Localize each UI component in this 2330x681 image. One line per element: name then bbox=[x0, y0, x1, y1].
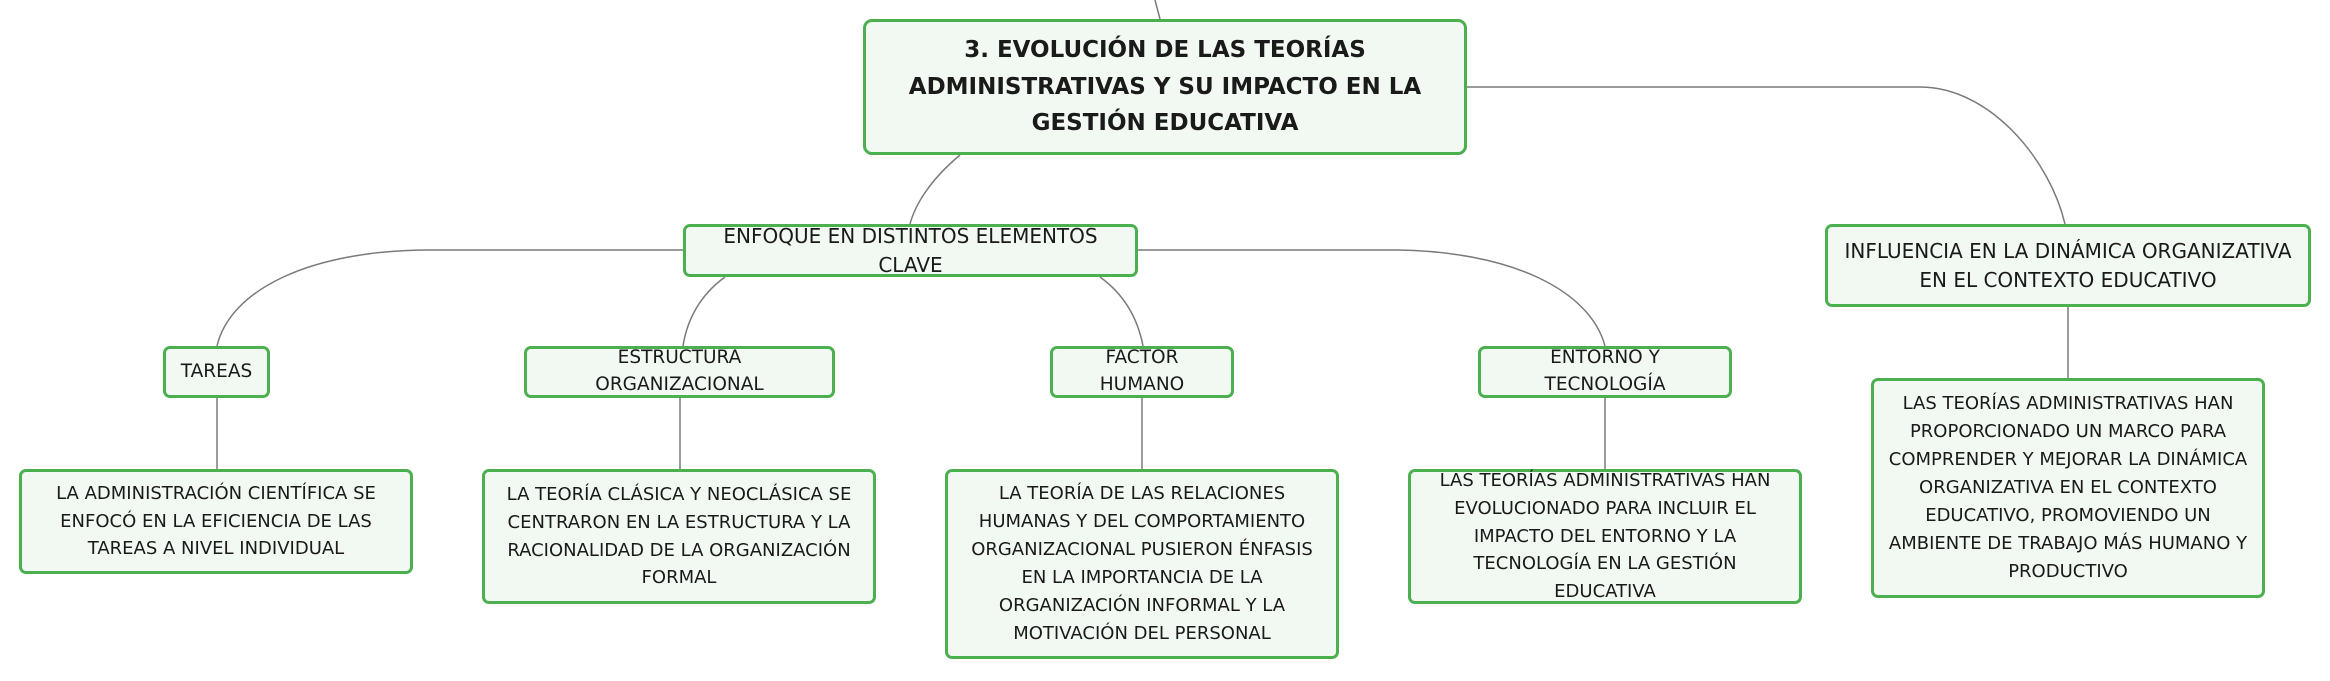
topic-label-estructura: ESTRUCTURA ORGANIZACIONAL bbox=[595, 347, 764, 395]
topic-label-entorno: ENTORNO Y TECNOLOGÍA bbox=[1544, 347, 1666, 395]
topic-node-tareas[interactable] bbox=[163, 346, 270, 398]
connector-enfoque-to-estructura bbox=[683, 277, 725, 346]
detail-text-estructura: LA TEORÍA CLÁSICA Y NEOCLÁSICA SE CENTRARON EN LA ESTRUCTURA Y LA RACIONALIDAD DE LA ORGANIZACIÓN FORMAL bbox=[506, 483, 852, 589]
detail-text-factor-humano: LA TEORÍA DE LAS RELACIONES HUMANAS Y DEL COMPORTAMIENTO ORGANIZACIONAL PUSIERON ÉNFASIS EN LA IMPORTANCIA DE LA ORGANIZACIÓN INFORMAL Y LA MOTIVACIÓN DEL PERSONAL bbox=[971, 483, 1313, 644]
topic-label-factor-humano: FACTOR HUMANO bbox=[1099, 347, 1185, 395]
root-topic-label: 3. EVOLUCIÓN DE LAS TEORÍAS ADMINISTRATIVAS Y SU IMPACTO EN LA GESTIÓN EDUCATIVA bbox=[908, 36, 1422, 137]
detail-text-entorno: LAS TEORÍAS ADMINISTRATIVAS HAN EVOLUCIONADO PARA INCLUIR EL IMPACTO DEL ENTORNO Y LA TECNOLOGÍA EN LA GESTIÓN EDUCATIVA bbox=[1439, 469, 1771, 603]
branch-node-enfoque[interactable] bbox=[683, 224, 1138, 277]
detail-node-estructura[interactable] bbox=[482, 469, 876, 604]
topic-node-entorno[interactable] bbox=[1478, 346, 1732, 398]
connector-enfoque-to-factor bbox=[1100, 277, 1143, 346]
connector-enfoque-to-tareas bbox=[217, 250, 683, 346]
detail-node-influencia[interactable] bbox=[1871, 378, 2265, 598]
root-topic-node[interactable] bbox=[863, 19, 1467, 155]
detail-node-entorno[interactable] bbox=[1408, 469, 1802, 604]
connector-root-to-influencia bbox=[1467, 87, 2065, 224]
branch-label-enfoque: ENFOQUE EN DISTINTOS ELEMENTOS CLAVE bbox=[723, 223, 1098, 277]
detail-node-factor-humano[interactable] bbox=[945, 469, 1339, 659]
connector-root-to-enfoque bbox=[910, 155, 960, 224]
branch-label-influencia: INFLUENCIA EN LA DINÁMICA ORGANIZATIVA EN EL CONTEXTO EDUCATIVO bbox=[1844, 238, 2292, 292]
topic-node-estructura[interactable] bbox=[524, 346, 835, 398]
detail-node-tareas[interactable] bbox=[19, 469, 413, 574]
topic-node-factor-humano[interactable] bbox=[1050, 346, 1234, 398]
topic-label-tareas: TAREAS bbox=[180, 360, 253, 382]
detail-text-tareas: LA ADMINISTRACIÓN CIENTÍFICA SE ENFOCÓ EN LA EFICIENCIA DE LAS TAREAS A NIVEL INDIVIDUAL bbox=[56, 482, 376, 560]
connector-to-parent-offscreen bbox=[1155, 0, 1160, 19]
branch-node-influencia[interactable] bbox=[1825, 224, 2311, 307]
detail-text-influencia: LAS TEORÍAS ADMINISTRATIVAS HAN PROPORCIONADO UN MARCO PARA COMPRENDER Y MEJORAR LA DINÁMICA ORGANIZATIVA EN EL CONTEXTO EDUCATIVO, PROMOVIENDO UN AMBIENTE DE TRABAJO MÁS HUMANO Y PRODUCTIVO bbox=[1888, 393, 2248, 582]
connector-enfoque-to-entorno bbox=[1138, 250, 1605, 346]
